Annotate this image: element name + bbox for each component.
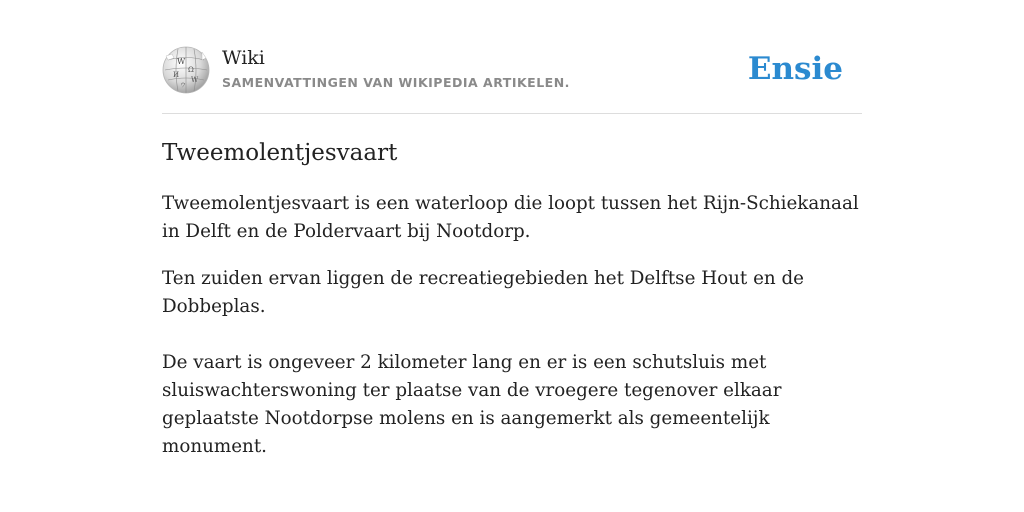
svg-text:Ω: Ω	[188, 66, 194, 74]
svg-text:ウ: ウ	[180, 82, 187, 89]
wikipedia-globe-icon[interactable]	[162, 46, 210, 94]
article-content	[162, 190, 862, 461]
article-paragraph: Tweemolentjesvaart is een waterloop die loopt tussen het Rijn-Schiekanaal in Delft en de Poldervaart bij Nootdorp.	[162, 193, 859, 242]
site-name[interactable]: Wiki	[222, 47, 265, 69]
site-header	[162, 0, 862, 114]
article-title: Tweemolentjesvaart	[162, 140, 398, 166]
article-paragraph: Ten zuiden ervan liggen de recreatiegebieden het Delftse Hout en de Dobbeplas.	[162, 268, 805, 317]
article-paragraph: De vaart is ongeveer 2 kilometer lang en er is een schutsluis met sluiswachterswoning ter plaatse van de vroegere tegenover elkaar geplaatste Nootdorpse molens en is aangemerkt als gemeentelijk monument.	[162, 352, 782, 457]
site-tagline: SAMENVATTINGEN VAN WIKIPEDIA ARTIKELEN.	[222, 75, 570, 90]
svg-text:W: W	[177, 57, 186, 66]
svg-text:И: И	[173, 71, 180, 79]
ensie-brand-link[interactable]: Ensie	[747, 51, 843, 87]
svg-text:W: W	[191, 76, 199, 84]
page-container	[162, 0, 862, 457]
